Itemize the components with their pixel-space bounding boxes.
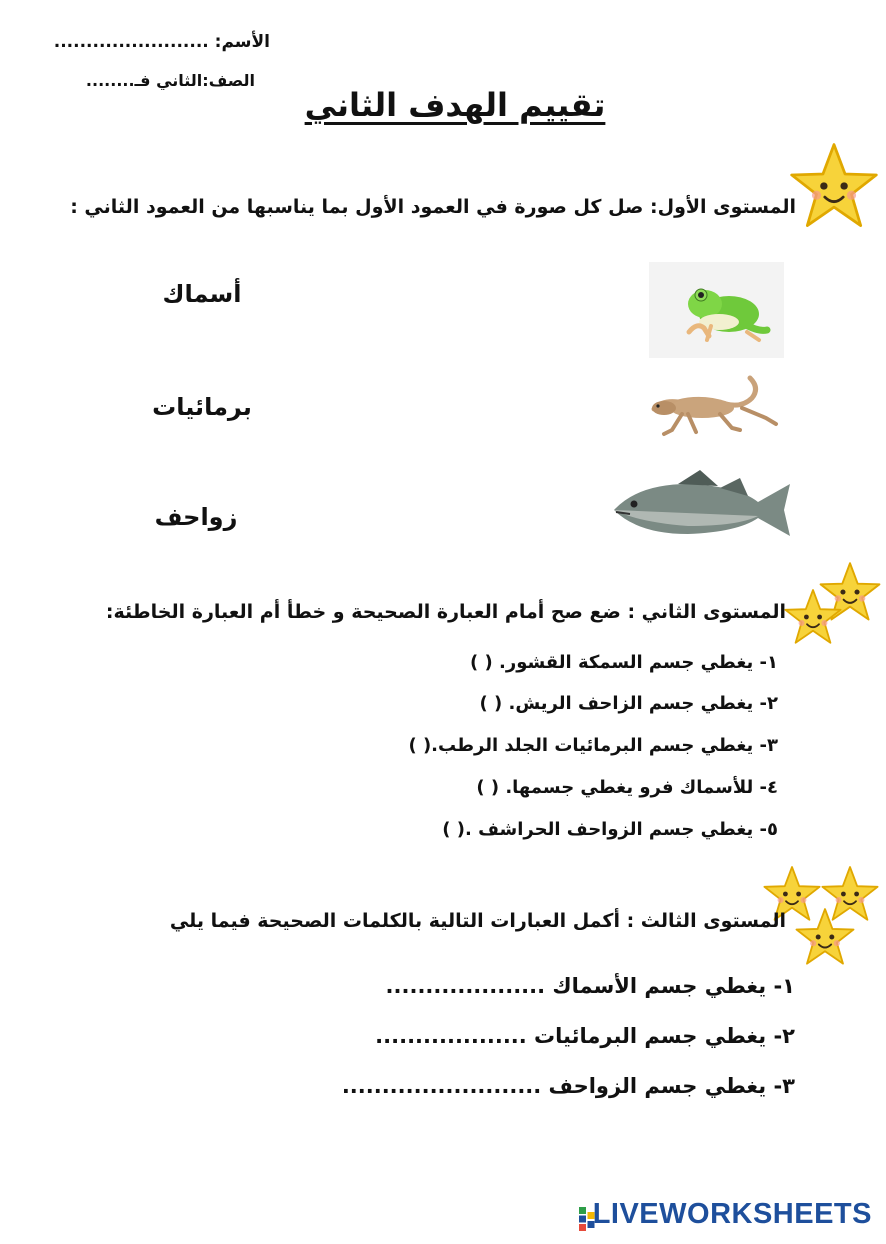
- frog-image[interactable]: [649, 262, 784, 358]
- word-amphibians[interactable]: برمائيات: [152, 393, 252, 421]
- fill-item-1[interactable]: ١- يغطي جسم الأسماك ....................: [385, 974, 795, 998]
- student-name-line: الأسم: ........................: [53, 32, 270, 52]
- word-reptiles[interactable]: زواحف: [154, 503, 238, 531]
- tf-question-1[interactable]: ١- يغطي جسم السمكة القشور. ( ): [470, 652, 778, 673]
- liveworksheets-brand[interactable]: LIVEWORKSHEETS: [592, 1198, 872, 1230]
- tf-question-3[interactable]: ٣- يغطي جسم البرمائيات الجلد الرطب.( ): [408, 735, 778, 756]
- star-icon: [788, 140, 880, 232]
- star-icon: [783, 587, 843, 647]
- lizard-image[interactable]: [642, 374, 782, 446]
- fill-item-2[interactable]: ٢- يغطي جسم البرمائيات ...................: [375, 1024, 795, 1048]
- level2-instruction: المستوى الثاني : ضع صح أمام العبارة الصحيحة و خطأ أم العبارة الخاطئة:: [105, 601, 786, 623]
- word-fish[interactable]: أسماك: [162, 280, 242, 308]
- fish-image[interactable]: [608, 470, 794, 544]
- level1-instruction: المستوى الأول: صل كل صورة في العمود الأول بما يناسبها من العمود الثاني :: [70, 196, 796, 218]
- class-line: الصف:الثاني فـ........: [85, 71, 255, 90]
- fill-item-3[interactable]: ٣- يغطي جسم الزواحف .........................: [341, 1074, 795, 1098]
- page-title: تقييم الهدف الثاني: [304, 86, 606, 124]
- tf-question-4[interactable]: ٤- للأسماك فرو يغطي جسمها. ( ): [476, 777, 778, 798]
- level3-instruction: المستوى الثالث : أكمل العبارات التالية بالكلمات الصحيحة فيما يلي: [169, 910, 786, 932]
- tf-question-5[interactable]: ٥- يغطي جسم الزواحف الحراشف .( ): [442, 819, 778, 840]
- tf-question-2[interactable]: ٢- يغطي جسم الزاحف الريش. ( ): [479, 693, 778, 714]
- star-icon: [794, 906, 856, 968]
